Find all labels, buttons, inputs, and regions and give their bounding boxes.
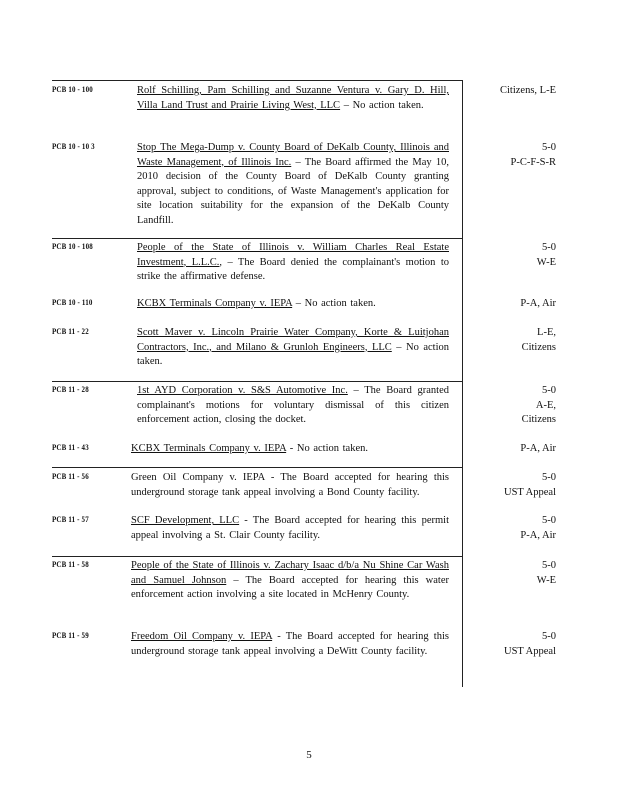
table-rule xyxy=(52,238,463,239)
page-number: 5 xyxy=(306,749,312,761)
docket-number: PCB 11 - 57 xyxy=(52,514,89,524)
vote-line: W-E xyxy=(536,574,556,586)
docket-number: PCB 10 - 110 xyxy=(52,297,93,307)
vote-line: A-E, xyxy=(535,399,556,411)
case-name: Freedom Oil Company v. IEPA xyxy=(131,631,273,642)
vote-line: W-E xyxy=(536,256,556,268)
vote-line: L-E, xyxy=(537,327,556,338)
vote-line: 5-0 xyxy=(542,385,556,396)
entry-description xyxy=(137,326,449,370)
entry-text: – The Board affirmed the May 10, 2010 decision of the County Board of DeKalb County granting approval, subject to conditions, of Waste Management's application for site location suitability for the expansion of the DeKalb County Landfill. xyxy=(137,156,449,226)
docket-number: PCB 11 - 59 xyxy=(52,630,89,640)
vote-line: 5-0 xyxy=(542,242,556,253)
case-name: KCBX Terminals Company v. IEPA xyxy=(137,298,293,309)
entry-description xyxy=(137,141,449,228)
entry-text: – The Board accepted for hearing this water enforcement action involving a site located in McHenry County. xyxy=(131,574,449,600)
entry-text: - No action taken. xyxy=(286,443,368,454)
docket-number: PCB 10 - 100 xyxy=(52,84,93,94)
case-name: KCBX Terminals Company v. IEPA xyxy=(131,443,287,454)
vote-line: 5-0 xyxy=(542,472,556,483)
entry-description xyxy=(137,384,449,428)
vote-line: 5-0 xyxy=(542,142,556,153)
docket-number: PCB 11 - 56 xyxy=(52,471,89,481)
entry-description xyxy=(131,514,449,543)
entry-description xyxy=(137,84,449,113)
entry-description xyxy=(137,297,449,312)
table-rule xyxy=(52,80,463,81)
docket-number: PCB 11 - 22 xyxy=(52,326,89,336)
case-name: People of the State of Illinois v. Zachary Isaac d/b/a Nu Shine Car Wash and Samuel Johnson xyxy=(131,560,449,586)
docket-number: PCB 11 - 28 xyxy=(52,384,89,394)
entry-description xyxy=(131,630,449,659)
case-name: Rolf Schilling, Pam Schilling and Suzanne Ventura v. Gary D. Hill, Villa Land Trust and Prairie Living West, LLC xyxy=(137,85,449,111)
vote-line: P-C-F-S-R xyxy=(510,156,556,168)
docket-number: PCB 11 - 43 xyxy=(52,442,89,452)
entry-description xyxy=(131,442,449,457)
entry-text: , – The Board denied the complainant's motion to strike the affirmative defense. xyxy=(137,256,449,282)
table-rule xyxy=(52,556,463,557)
vote-line: P-A, Air xyxy=(520,298,556,309)
vote-line: 5-0 xyxy=(542,515,556,526)
entry-text: – No action taken. xyxy=(292,298,376,309)
docket-number: PCB 11 - 58 xyxy=(52,559,89,569)
vote-line: UST Appeal xyxy=(503,645,556,657)
vote-line: UST Appeal xyxy=(503,486,556,498)
case-name: SCF Development, LLC xyxy=(131,515,240,526)
entry-description xyxy=(131,471,449,500)
case-name: 1st AYD Corporation v. S&S Automotive Inc. xyxy=(137,385,348,396)
case-name: Stop The Mega-Dump v. County Board of DeKalb County, Illinois and Waste Management, of Illinois Inc. xyxy=(137,142,449,168)
docket-number: PCB 10 - 10 3 xyxy=(52,141,95,151)
vote-line: Citizens xyxy=(521,341,556,353)
entry-text: Green Oil Company v. IEPA - The Board accepted for hearing this underground storage tank appeal involving a Bond County facility. xyxy=(131,472,449,498)
entry-text: – The Board granted complainant's motions for voluntary dismissal of this citizen enforcement action, closing the docket. xyxy=(137,385,450,425)
case-name: People of the State of Illinois v. William Charles Real Estate Investment, L.L.C. xyxy=(137,242,449,268)
entry-text: – No action taken. xyxy=(340,99,424,111)
vote-line: P-A, Air xyxy=(520,443,556,454)
entry-text: - The Board accepted for hearing this permit appeal involving a St. Clair County facility. xyxy=(131,515,449,541)
vote-line: P-A, Air xyxy=(520,529,556,541)
entry-text: – No action taken. xyxy=(137,341,449,367)
entry-description xyxy=(137,241,449,285)
vote-line: Citizens xyxy=(521,414,556,425)
entry-text: - The Board accepted for hearing this underground storage tank appeal involving a DeWitt County facility. xyxy=(131,631,449,657)
table-rule xyxy=(52,381,463,382)
column-divider xyxy=(462,80,463,687)
case-name: Scott Maver v. Lincoln Prairie Water Company, Korte & Luitjohan Contractors, Inc., and Milano & Grunloh Engineers, LLC xyxy=(137,327,449,353)
table-rule xyxy=(52,467,463,468)
entry-description xyxy=(131,559,449,603)
vote-line: Citizens, L-E xyxy=(500,85,556,96)
vote-line: 5-0 xyxy=(542,560,556,571)
docket-number: PCB 10 - 108 xyxy=(52,241,93,251)
vote-line: 5-0 xyxy=(542,631,556,642)
